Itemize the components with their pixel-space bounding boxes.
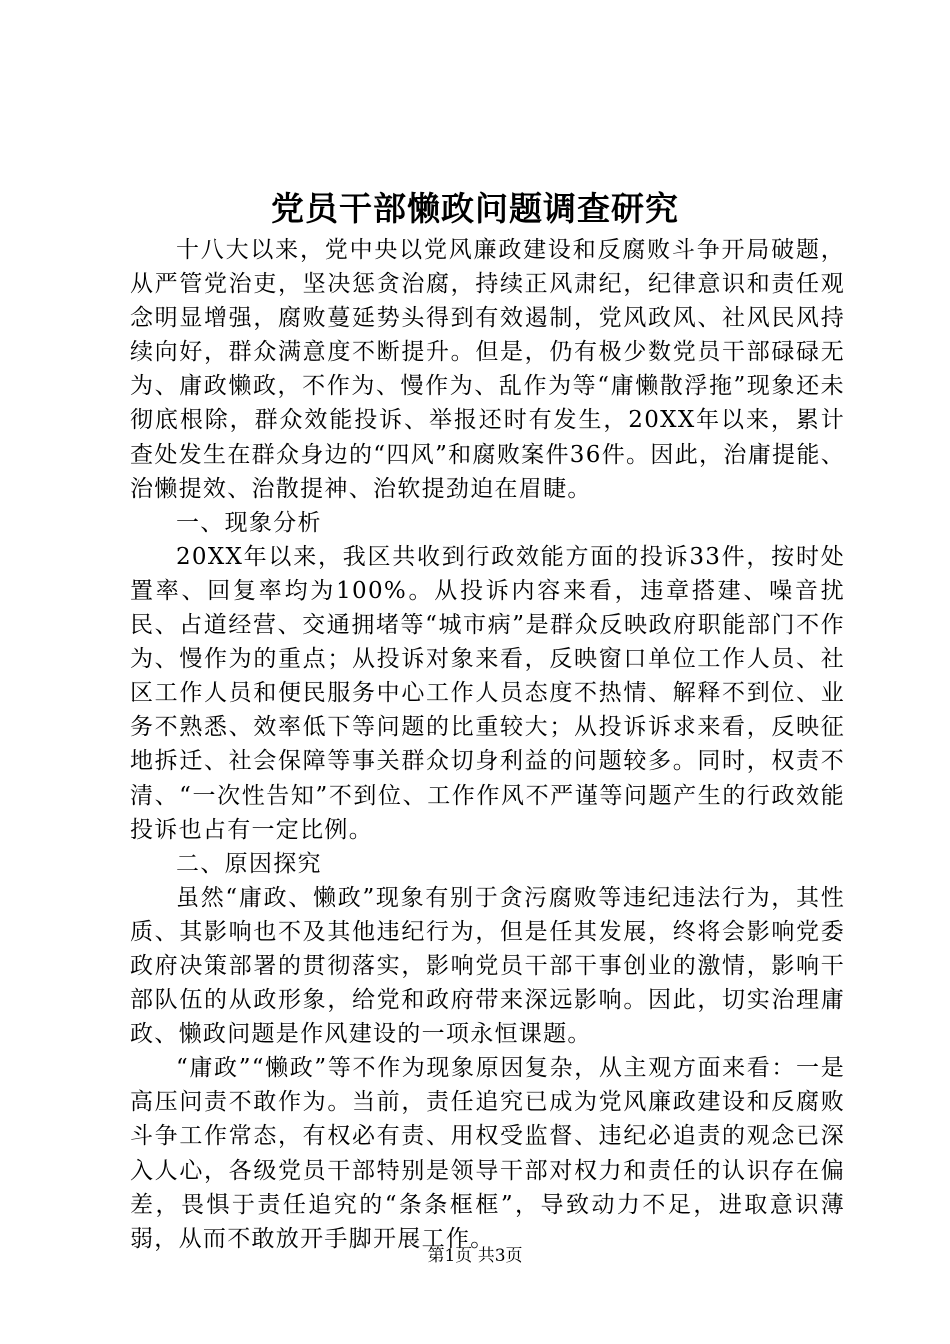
document-title: 党员干部懒政问题调查研究 xyxy=(271,189,679,228)
paragraph-intro: 十八大以来，党中央以党风廉政建设和反腐败斗争开局破题，从严管党治吏，坚决惩贪治腐，持续正风肃纪，纪律意识和责任观念明显增强，腐败蔓延势头得到有效遏制，党风政风、社风民风持续向好，群众满意度不断提升。但是，仍有极少数党员干部碌碌无为、庸政懒政，不作为、慢作为、乱作为等“庸懒散浮拖”现象还未彻底根除，群众效能投诉、举报还时有发生，20XX年以来，累计查处发生在群众身边的“四风”和腐败案件36件。因此，治庸提能、治懒提效、治散提神、治软提劲迫在眉睫。 xyxy=(130,237,845,502)
paragraph-causes-2: “庸政”“懒政”等不作为现象原因复杂，从主观方面来看：一是高压问责不敢作为。当前，责任追究已成为党风廉政建设和反腐败斗争工作常态，有权必有责、用权受监督、违纪必追责的观念已深入人心，各级党员干部特别是领导干部对权力和责任的认识存在偏差，畏惧于责任追究的“条条框框”，导致动力不足，进取意识薄弱，从而不敢放开手脚开展工作。 xyxy=(130,1055,845,1252)
paragraph-phenomenon: 20XX年以来，我区共收到行政效能方面的投诉33件，按时处置率、回复率均为100%。从投诉内容来看，违章搭建、噪音扰民、占道经营、交通拥堵等“城市病”是群众反映政府职能部门不作为、慢作为的重点；从投诉对象来看，反映窗口单位工作人员、社区工作人员和便民服务中心工作人员态度不热情、解释不到位、业务不熟悉、效率低下等问题的比重较大；从投诉诉求来看，反映征地拆迁、社会保障等事关群众切身利益的问题较多。同时，权责不清、“一次性告知”不到位、工作作风不严谨等问题产生的行政效能投诉也占有一定比例。 xyxy=(130,543,845,843)
section-heading-phenomenon: 一、现象分析 xyxy=(176,509,322,536)
paragraph-causes-1: 虽然“庸政、懒政”现象有别于贪污腐败等违纪违法行为，其性质、其影响也不及其他违纪行为，但是任其发展，终将会影响党委政府决策部署的贯彻落实，影响党员干部干事创业的激情，影响干部队伍的从政形象，给党和政府带来深远影响。因此，切实治理庸政、懒政问题是作风建设的一项永恒课题。 xyxy=(130,884,845,1048)
page-number: 第1页 共3页 xyxy=(427,1246,523,1266)
section-heading-causes: 二、原因探究 xyxy=(176,850,322,877)
document-body xyxy=(130,233,845,1256)
